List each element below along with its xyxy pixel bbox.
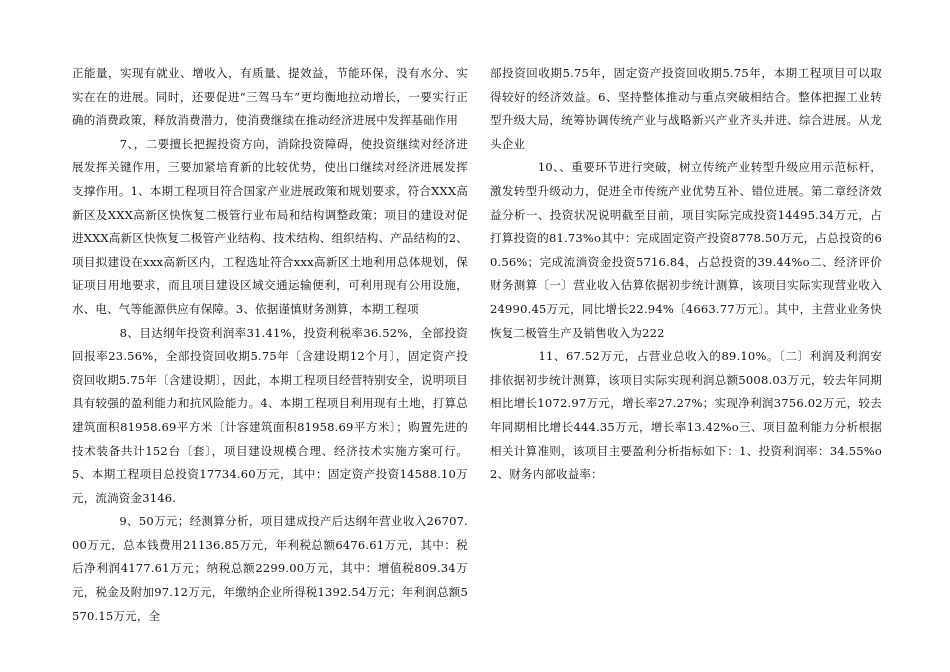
left-text-column bbox=[72, 62, 468, 628]
paragraph: 7、，二要擅长把握投资方向，消除投资障碍，使投资继续对经济进展发挥关键作用，三要加紧培育新的比较优势，使出口继续对经济进展发挥支撑作用。1、本期工程项目符合国家产业进展政策和规划要求，符合XXX高新区及XXX高新区快恢复二极管行业布局和结构调整政策；项目的建设对促进XXX高新区快恢复二极管产业结构、技术结构、组织结构、产品结构的2、项目拟建设在xxx高新区内，工程选址符合xxx高新区土地利用总体规划，保证项目用地要求，而且项目建设区域交通运输便利，可利用现有公用设施，水、电、气等能源供应有保障。3、依据谨慎财务测算，本期工程项 bbox=[72, 136, 468, 316]
paragraph: 9、50万元；经测算分析，项目建成投产后达纲年营业收入26707.00万元，总本钱费用21136.85万元，年利税总额6476.61万元，其中：税后净利润4177.61万元；纳税总额2299.00万元，其中：增值税809.34万元，税金及附加97.12万元，年缴纳企业所得税1392.54万元；年利润总额5570.15万元，全 bbox=[72, 514, 468, 623]
paragraph: 正能量，实现有就业、增收入，有质量、提效益，节能环保，没有水分、实实在在的进展。同时，还要促进“三驾马车”更均衡地拉动增长，一要实行正确的消费政策，释放消费潜力，使消费继续在推动经济进展中发挥基础作用 bbox=[72, 66, 468, 128]
paragraph: 10、、重要环节进行突破，树立传统产业转型升级应用示范标杆，激发转型升级动力，促进全市传统产业优势互补、错位进展。第二章经济效益分析一、投资状况说明截至目前，项目实际完成投资14495.34万元，占打算投资的81.73%o其中：完成固定资产投资8778.50万元，占总投资的60.56%；完成流淌资金投资5716.84，占总投资的39.44%o二、经济评价财务测算〔一〕营业收入估算依据初步统计测算，该项目实际实现营业收入24990.45万元，同比增长22.94%〔4663.77万元〕。其中，主营业业务快恢复二极管生产及销售收入为222 bbox=[490, 160, 882, 340]
paragraph: 11、67.52万元，占营业总收入的89.10%。〔二〕利润及利润安排依据初步统计测算，该项目实际实现利润总额5008.03万元，较去年同期相比增长1072.97万元，增长率27.27%；实现净利润3756.02万元，较去年同期相比增长444.35万元，增长率13.42%o三、项目盈利能力分析根据相关计算准则，该项目主要盈利分析指标如下：1、投资利润率：34.55%o2、财务内部收益率： bbox=[490, 349, 882, 482]
paragraph: 部投资回收期5.75年，固定资产投资回收期5.75年，本期工程项目可以取得较好的经济效益。6、坚持整体推动与重点突破相结合。整体把握工业转型升级大局，统筹协调传统产业与战略新兴产业齐头并进、综合进展。从龙头企业 bbox=[490, 66, 882, 151]
paragraph: 8、目达纲年投资利润率31.41%，投资利税率36.52%，全部投资回报率23.56%，全部投资回收期5.75年〔含建设期12个月〕，固定资产投资回收期5.75年〔含建设期〕，因此，本期工程项目经营特别安全，说明项目具有较强的盈利能力和抗风险能力。4、本期工程项目利用现有土地，打算总建筑面积81958.69平方米〔计容建筑面积81958.69平方米〕；购置先进的技术装备共计152台〔套〕，项目建设规模合理、经济技术实施方案可行。5、本期工程项目总投资17734.60万元，其中：固定资产投资14588.10万元，流淌资金3146. bbox=[72, 325, 468, 505]
right-text-column bbox=[490, 62, 882, 487]
